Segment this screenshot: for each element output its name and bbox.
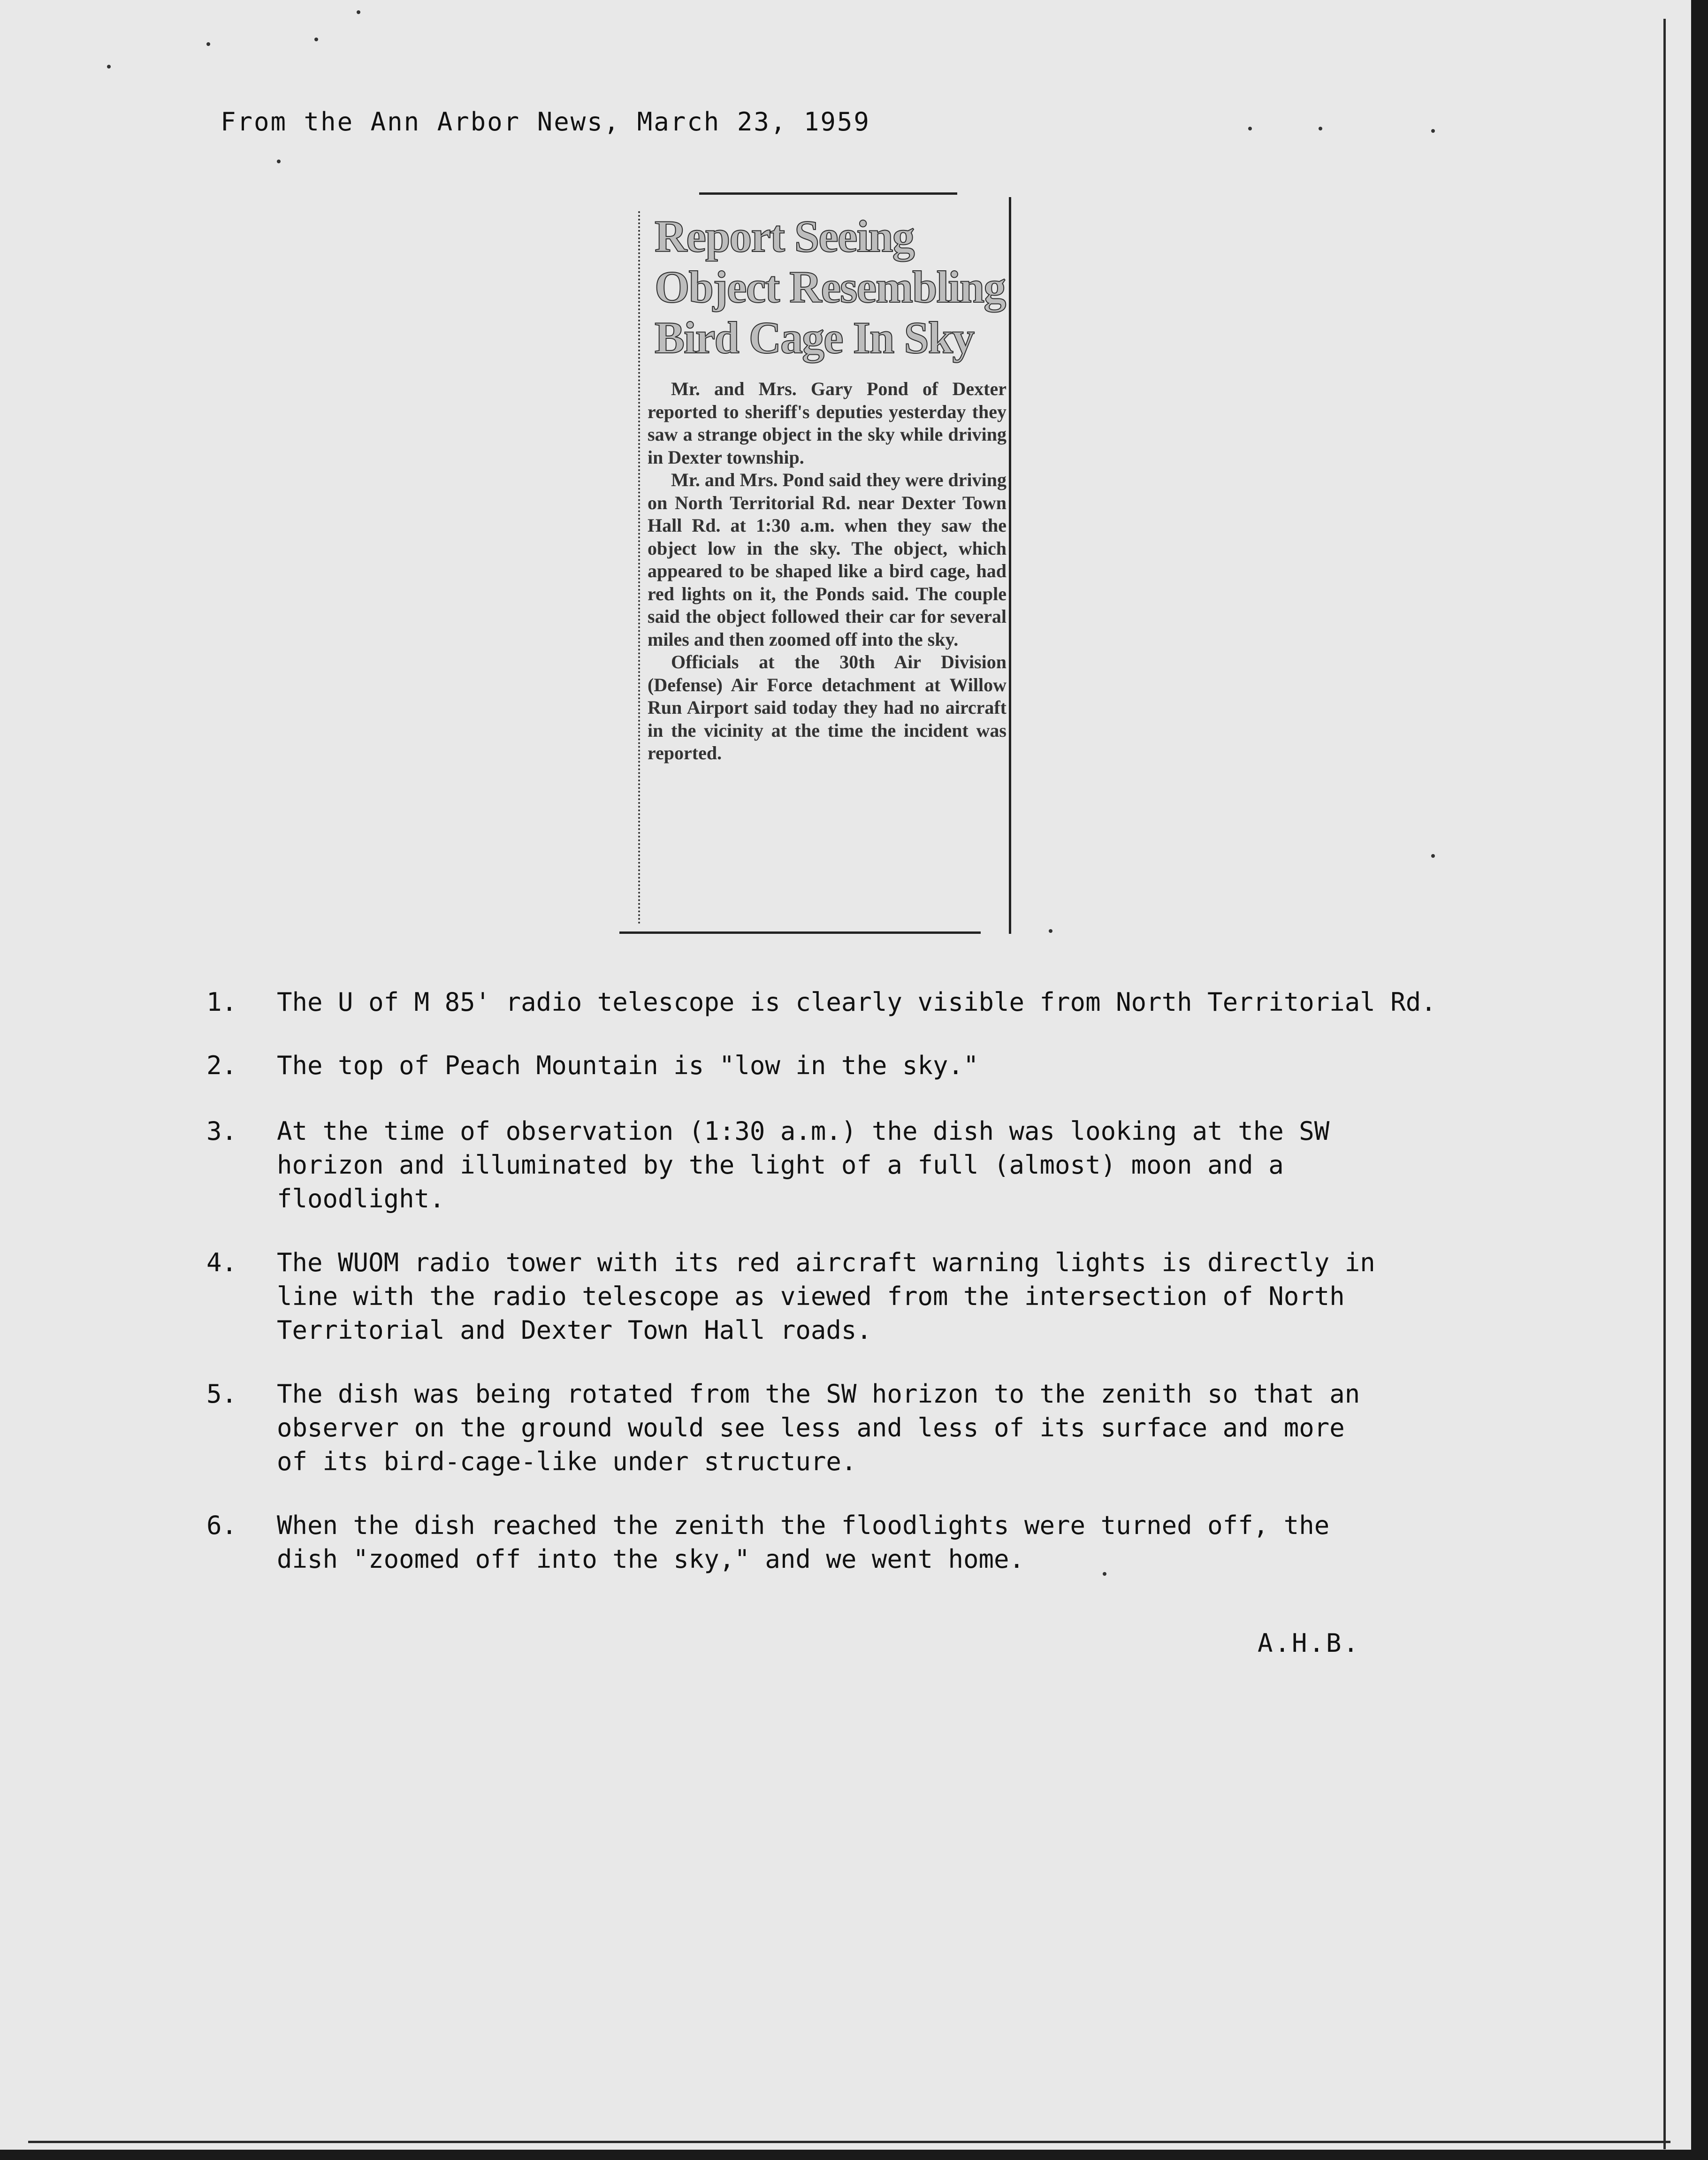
list-number: 1. [206,987,237,1017]
list-number: 4. [206,1248,237,1277]
list-number: 5. [206,1379,237,1409]
dust-speck [1319,127,1322,130]
list-text: At the time of observation (1:30 a.m.) the dish was looking at the SW horizon and illuminated by the light of a full (almost) moon and a floodlight. [277,1116,1330,1214]
clipping-border-left [638,211,642,924]
clipping-border-bottom [619,931,981,934]
dust-speck [1431,854,1435,858]
dust-speck [1431,129,1435,133]
dust-speck [357,10,360,14]
list-text: The dish was being rotated from the SW horizon to the zenith so that an observer on the ground would see less and less of its surface and more of its bird-cage-like under structure. [277,1379,1360,1476]
clipping-paragraph: Officials at the 30th Air Division (Defense) Air Force detachment at Willow Run Airport said today they had no aircraft in the vicinity at the time the incident was reported. [648,651,1006,763]
clipping-border-top [699,192,957,195]
dust-speck [314,38,318,41]
list-number: 3. [206,1116,237,1146]
list-text: When the dish reached the zenith the floodlights were turned off, the dish "zoomed off into the sky," and we went home. [277,1511,1330,1574]
author-initials: A.H.B. [1258,1628,1361,1658]
dust-speck [107,65,111,69]
clipping-border-right [1009,197,1011,934]
scan-border-line-right [1663,19,1666,2149]
newspaper-clipping [619,192,1009,939]
list-text: The top of Peach Mountain is "low in the sky." [277,1051,979,1080]
dust-speck [277,160,281,163]
list-text: The WUOM radio tower with its red aircraft warning lights is directly in line with the radio telescope as viewed from the intersection of North Territorial and Dexter Town Hall roads. [277,1248,1375,1345]
list-text: The U of M 85' radio telescope is clearly visible from North Territorial Rd. [277,987,1436,1017]
scan-border-line-bottom [28,2141,1670,2143]
dust-speck [206,42,210,46]
clipping-body [648,378,1006,765]
clipping-paragraph: Mr. and Mrs. Gary Pond of Dexter reported to sheriff's deputies yesterday they saw a strange object in the sky while driving in Dexter township. [648,378,1006,468]
dust-speck [1248,127,1252,130]
list-number: 6. [206,1511,237,1540]
source-header: From the Ann Arbor News, March 23, 1959 [221,107,870,137]
dust-speck [1049,929,1052,933]
list-number: 2. [206,1051,237,1080]
clipping-headline: Report Seeing Object Resembling Bird Cage In Sky [655,211,1006,363]
clipping-paragraph: Mr. and Mrs. Pond said they were driving on North Territorial Rd. near Dexter Town Hall Rd. at 1:30 a.m. when they saw the object low in the sky. The object, which appeared to be shaped like a bird cage, had red lights on it, the Ponds said. The couple said the object followed their car for several miles and then zoomed off into the sky. [648,469,1006,650]
scan-border-right [1691,0,1708,2160]
scan-border-bottom [0,2150,1708,2160]
